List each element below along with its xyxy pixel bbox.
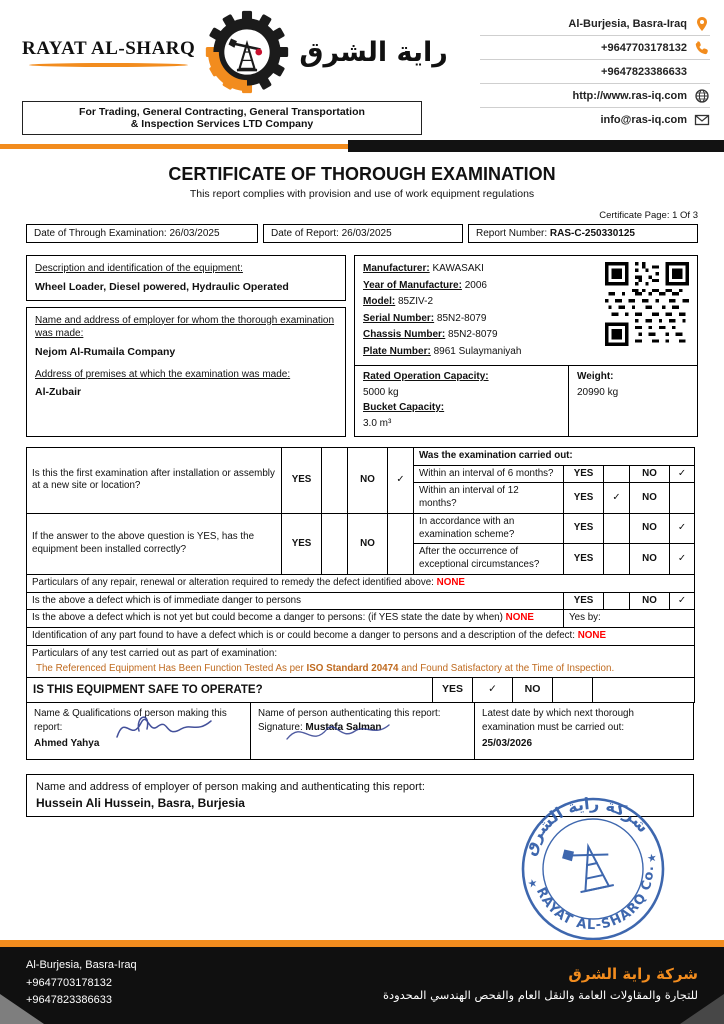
manufacturer-label: Manufacturer:: [363, 263, 430, 274]
yes-label: YES: [564, 465, 604, 483]
authenticator-cell: [251, 703, 475, 759]
immediate-danger-question: Is the above a defect which is of immediate danger to persons: [27, 592, 564, 610]
detail-row: [363, 295, 601, 309]
contact-address-text: Al-Burjesia, Basra-Iraq: [568, 17, 687, 30]
repairs-value: NONE: [436, 576, 465, 588]
contact-phone1-text: +9647703178132: [601, 41, 687, 54]
signoff-section: [26, 702, 694, 760]
equipment-left-column: [26, 255, 346, 437]
test-particulars-note: [32, 663, 689, 676]
repairs-label: Particulars of any repair, renewal or alteration required to remedy the defect identified above:: [32, 576, 434, 588]
yes-label: YES: [564, 544, 604, 574]
report-maker-label: Name & Qualifications of person making this report:: [34, 708, 227, 733]
no-label: NO: [630, 483, 670, 513]
scheme-no-checkbox: ✓: [670, 513, 695, 543]
bucket-capacity-value: 3.0 m³: [363, 417, 392, 429]
safe-no-checkbox: [552, 678, 592, 702]
q2-yes-checkbox: [322, 513, 348, 574]
no-label: NO: [630, 592, 670, 610]
certificate-title: CERTIFICATE OF THOROUGH EXAMINATION: [168, 164, 556, 184]
footer-phone1: +9647703178132: [26, 976, 112, 989]
interval6-yes-checkbox: [604, 465, 630, 483]
weight-value: 20990 kg: [577, 386, 619, 398]
premises-label: Address of premises at which the examination was made:: [35, 368, 291, 380]
danger-no-checkbox: ✓: [670, 592, 695, 610]
employer-value: Nejom Al-Rumaila Company: [35, 345, 176, 358]
q2-no-checkbox: [388, 513, 414, 574]
interval12-yes-checkbox: ✓: [604, 483, 630, 513]
rated-capacity-value: 5000 kg: [363, 386, 399, 398]
plate-value: 8961 Sulaymaniyah: [433, 345, 522, 357]
no-label: NO: [348, 448, 388, 514]
interval6-no-checkbox: ✓: [670, 465, 695, 483]
footer-bar: [0, 947, 724, 1024]
mail-icon: [694, 112, 710, 128]
equipment-description-label: Description and identification of the equipment:: [35, 263, 243, 274]
location-pin-icon: [694, 16, 710, 32]
repairs-row: [27, 574, 695, 592]
no-label: NO: [630, 544, 670, 574]
footer-company-arabic: شركة راية الشرق: [568, 965, 698, 984]
detail-row: [363, 328, 601, 342]
employer-premises-box: [26, 307, 346, 437]
phone-icon: [694, 40, 710, 56]
serial-label: Serial Number:: [363, 312, 435, 324]
interval-12-question: Within an interval of 12 months?: [414, 483, 564, 513]
header-divider: [0, 140, 724, 152]
detail-row: [363, 262, 601, 276]
footer-arabic-block: [383, 965, 698, 1002]
bucket-capacity-label: Bucket Capacity:: [363, 402, 445, 413]
no-label: NO: [630, 513, 670, 543]
identification-row: [27, 628, 695, 646]
tagline-line1: For Trading, General Contracting, General Transportation: [79, 106, 365, 118]
future-danger-text: Is the above a defect which is not yet but could become a danger to persons: (if YES state the date by when): [32, 612, 503, 624]
no-label: NO: [630, 465, 670, 483]
signature-label: Signature:: [258, 721, 303, 733]
equipment-section: [26, 255, 698, 437]
report-date-label: Date of Report:: [271, 228, 339, 239]
exam-date-label: Date of Through Examination:: [34, 228, 167, 239]
globe-icon: [694, 88, 710, 104]
logo-underline-swoosh: [29, 63, 188, 67]
next-exam-cell: [475, 703, 693, 759]
employer-label: Name and address of employer for whom the thorough examination was made:: [35, 314, 335, 340]
test-particulars-row: [27, 645, 695, 677]
q1-no-checkbox: ✓: [388, 448, 414, 514]
weight-label: Weight:: [577, 371, 614, 382]
report-maker-name: Ahmed Yahya: [34, 737, 100, 749]
contact-email-text: info@ras-iq.com: [600, 113, 687, 126]
examination-table: [26, 447, 695, 703]
equipment-details-list: [363, 262, 601, 361]
next-exam-label: Latest date by which next thorough examination must be carried out:: [482, 708, 634, 733]
manufacturer-value: KAWASAKI: [432, 263, 484, 274]
test-particulars-label: Particulars of any test carried out as part of examination:: [32, 647, 278, 659]
responsible-employer-value: Hussein Ali Hussein, Basra, Burjesia: [36, 796, 245, 811]
report-date-value: 26/03/2025: [341, 228, 392, 239]
certificate-page-label: Certificate Page: 1 Of 3: [599, 210, 698, 221]
equipment-description-box: [26, 255, 346, 301]
serial-value: 85N2-8079: [436, 312, 487, 324]
report-number-label: Report Number:: [476, 228, 548, 239]
question-first-examination: Is this the first examination after installation or assembly at a new site or location?: [27, 448, 282, 514]
model-label: Model:: [363, 296, 396, 307]
gear-derrick-logo-icon: [205, 10, 289, 94]
question-installed-correctly: If the answer to the above question is YES, has the equipment been installed correctly?: [27, 513, 282, 574]
contact-email: [480, 108, 710, 131]
equipment-description-value: Wheel Loader, Diesel powered, Hydraulic Operated: [35, 280, 289, 293]
rated-capacity-label: Rated Operation Capacity:: [363, 371, 489, 382]
footer-tagline-arabic: للتجارة والمقاولات العامة والنقل العام والفحص الهندسي المحدودة: [382, 988, 698, 1003]
plate-label: Plate Number:: [363, 345, 431, 357]
report-date-box: [263, 224, 463, 243]
contact-phone2: [480, 60, 710, 84]
yes-label: YES: [564, 592, 604, 610]
contact-website-text: http://www.ras-iq.com: [572, 89, 687, 102]
qr-code: [605, 262, 689, 346]
certificate-subtitle: This report complies with provision and use of work equipment regulations: [189, 188, 535, 200]
icon-placeholder: [694, 64, 710, 80]
company-tagline-box: [22, 101, 422, 135]
stamp-text-english: RAYAT AL-SHARQ Co.: [532, 865, 658, 934]
company-stamp: [504, 780, 682, 958]
chassis-label: Chassis Number:: [363, 329, 446, 340]
company-name-en: RAYAT AL-SHARQ: [22, 37, 196, 59]
yes-label: YES: [282, 448, 322, 514]
orange-bar: [0, 144, 348, 149]
footer-orange-bar: [0, 940, 724, 947]
svg-text:RAYAT AL-SHARQ Co.: [532, 862, 668, 945]
safe-to-operate-row: [27, 678, 695, 703]
capacity-cell: [355, 366, 569, 436]
capacity-row: [355, 365, 697, 436]
detail-row: [363, 345, 601, 359]
scheme-question: In accordance with an examination scheme?: [414, 513, 564, 543]
contact-phone2-text: +9647823386633: [601, 65, 687, 78]
test-note-part1: The Referenced Equipment Has Been Function Tested As per: [36, 662, 307, 674]
tagline-line2: & Inspection Services LTD Company: [130, 118, 314, 130]
weight-cell: [569, 366, 697, 436]
safe-yes-checkbox: ✓: [472, 678, 512, 702]
future-danger-question: [27, 610, 564, 628]
logo-row: [22, 10, 454, 94]
title-block: [26, 164, 698, 200]
safe-row-blank: [592, 678, 694, 702]
scheme-yes-checkbox: [604, 513, 630, 543]
stamp-star-left: ★: [526, 876, 539, 891]
authenticator-label: Name of person authenticating this report:: [258, 708, 441, 720]
yes-label: YES: [432, 678, 472, 702]
identification-value: NONE: [577, 630, 607, 642]
exam-date-value: 26/03/2025: [169, 228, 220, 239]
identification-label: Identification of any part found to have a defect which is or could become a danger to persons and a description of the defect:: [32, 630, 575, 642]
q1-yes-checkbox: [322, 448, 348, 514]
yes-label: YES: [282, 513, 322, 574]
report-number-value: RAS-C-250330125: [549, 228, 635, 239]
black-bar: [348, 140, 724, 152]
stamp-star-right: ★: [645, 851, 659, 866]
danger-yes-checkbox: [604, 592, 630, 610]
stamp-text-arabic: شركة راية الشرق: [519, 793, 653, 858]
yes-label: YES: [564, 513, 604, 543]
certificate-body: [0, 164, 724, 817]
circumstances-yes-checkbox: [604, 544, 630, 574]
yes-by-cell: Yes by:: [564, 610, 695, 628]
stamp-derrick-icon: [560, 841, 614, 895]
chassis-value: 85N2-8079: [448, 329, 498, 340]
report-maker-cell: [27, 703, 251, 759]
yes-label: YES: [564, 483, 604, 513]
next-exam-date: 25/03/2026: [482, 737, 533, 749]
contact-phone1: [480, 36, 710, 60]
no-label: NO: [512, 678, 552, 702]
contact-list: [480, 10, 724, 135]
footer-address: Al-Burjesia, Basra-Iraq: [26, 959, 137, 972]
year-label: Year of Manufacture:: [363, 279, 462, 291]
test-note-part2: and Found Satisfactory at the Time of Inspection.: [398, 662, 615, 674]
circumstances-question: After the occurrence of exceptional circumstances?: [414, 544, 564, 574]
footer-contact-block: [26, 957, 137, 1010]
company-name-ar: راية الشرق: [299, 36, 448, 68]
premises-value: Al-Zubair: [35, 386, 82, 399]
footer: [0, 940, 724, 1024]
footer-phone2: +9647823386633: [26, 994, 112, 1007]
carried-out-header: Was the examination carried out:: [414, 448, 695, 466]
responsible-employer-label: Name and address of employer of person making and authenticating this report:: [36, 781, 425, 794]
no-label: NO: [348, 513, 388, 574]
authenticator-name: Mustafa Salman: [305, 721, 382, 733]
header: [0, 0, 724, 137]
info-row: [26, 224, 698, 243]
logo-block: [22, 10, 454, 135]
detail-row: [363, 279, 601, 293]
contact-address: [480, 12, 710, 36]
detail-row: [363, 312, 601, 326]
future-danger-value: NONE: [505, 612, 534, 624]
equipment-details-box: [354, 255, 698, 437]
report-number-box: [468, 224, 698, 243]
interval12-no-checkbox: [670, 483, 695, 513]
equipment-details-wrap: [355, 256, 697, 365]
model-value: 85ZIV-2: [398, 296, 434, 307]
circumstances-no-checkbox: ✓: [670, 544, 695, 574]
year-value: 2006: [464, 279, 487, 291]
test-note-standard: ISO Standard 20474: [306, 662, 399, 674]
exam-date-box: [26, 224, 258, 243]
interval-6-question: Within an interval of 6 months?: [414, 465, 564, 483]
safe-to-operate-question: IS THIS EQUIPMENT SAFE TO OPERATE?: [33, 683, 263, 696]
contact-website: [480, 84, 710, 108]
company-name-en-block: [22, 38, 195, 67]
